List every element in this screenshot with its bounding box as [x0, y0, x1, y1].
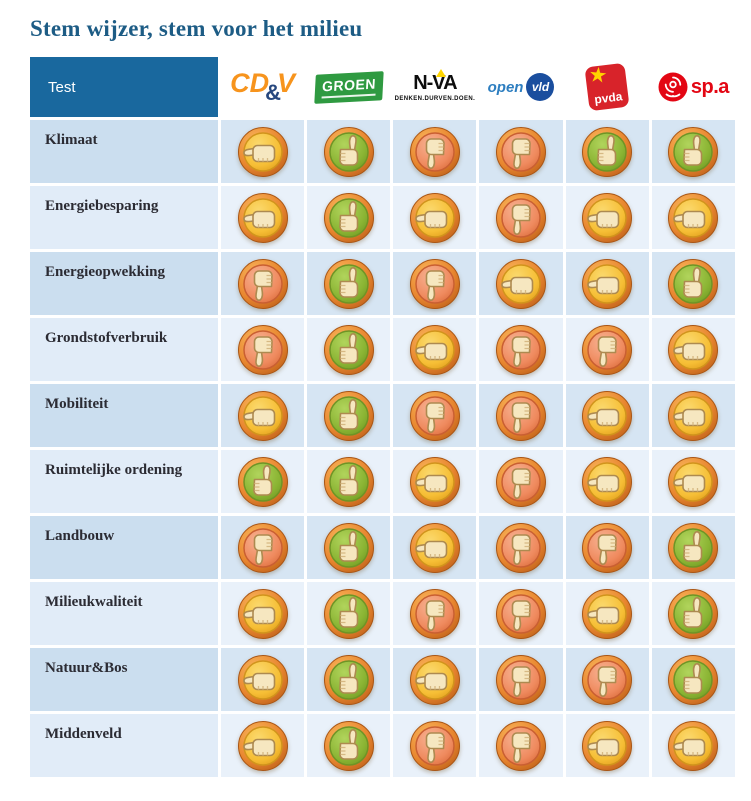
- rating-cell: [479, 582, 562, 645]
- topic-label: Klimaat: [45, 132, 98, 148]
- thumb-down-icon: [409, 126, 461, 178]
- nva-triangle-icon: [436, 69, 446, 77]
- rating-cell: [566, 318, 649, 381]
- nva-tagline: DENKEN.DURVEN.DOEN.: [394, 96, 476, 102]
- topic-label: Middenveld: [45, 726, 122, 742]
- thumb-down-icon: [237, 522, 289, 574]
- thumb-down-icon: [237, 324, 289, 376]
- topic-label-cell: [30, 582, 218, 645]
- thumb-side-icon: [581, 390, 633, 442]
- thumb-up-icon: [667, 588, 719, 640]
- thumb-side-icon: [237, 654, 289, 706]
- cdv-logo: [230, 70, 295, 104]
- thumb-up-icon: [581, 126, 633, 178]
- party-logo-nva[interactable]: [393, 57, 476, 117]
- rating-cell: [221, 648, 304, 711]
- thumb-up-icon: [323, 126, 375, 178]
- table-corner-test: [30, 57, 218, 117]
- thumb-down-icon: [495, 324, 547, 376]
- rating-cell: [479, 318, 562, 381]
- rating-cell: [221, 516, 304, 579]
- thumb-side-icon: [237, 390, 289, 442]
- rating-cell: [479, 648, 562, 711]
- thumb-up-icon: [237, 456, 289, 508]
- topic-label: Landbouw: [45, 528, 115, 544]
- topic-label-cell: [30, 648, 218, 711]
- rating-cell: [566, 120, 649, 183]
- thumb-down-icon: [581, 654, 633, 706]
- rating-cell: [307, 648, 390, 711]
- topic-label-cell: [30, 516, 218, 579]
- rating-cell: [652, 120, 735, 183]
- thumb-side-icon: [495, 258, 547, 310]
- rating-cell: [393, 318, 476, 381]
- rating-cell: [221, 450, 304, 513]
- rating-cell: [479, 450, 562, 513]
- rating-cell: [566, 252, 649, 315]
- rating-cell: [566, 450, 649, 513]
- thumb-down-icon: [495, 192, 547, 244]
- thumb-up-icon: [323, 324, 375, 376]
- rating-cell: [393, 384, 476, 447]
- thumb-side-icon: [237, 588, 289, 640]
- thumb-side-icon: [409, 522, 461, 574]
- thumb-down-icon: [495, 720, 547, 772]
- page-title: Stem wijzer, stem voor het milieu: [30, 16, 363, 41]
- rating-cell: [307, 120, 390, 183]
- nva-logo: [395, 72, 476, 102]
- cdv-logo-ampersand: &: [265, 80, 282, 105]
- thumb-side-icon: [237, 192, 289, 244]
- openvld-circle-icon: [526, 73, 554, 101]
- rating-cell: [479, 252, 562, 315]
- thumb-side-icon: [581, 192, 633, 244]
- spa-logo: [658, 72, 729, 102]
- thumb-up-icon: [323, 192, 375, 244]
- topic-label: Milieukwaliteit: [45, 594, 143, 610]
- topic-label-cell: [30, 450, 218, 513]
- thumb-side-icon: [581, 456, 633, 508]
- thumb-up-icon: [323, 654, 375, 706]
- pvda-star-icon: ★: [587, 63, 609, 88]
- thumb-side-icon: [237, 720, 289, 772]
- rating-cell: [566, 384, 649, 447]
- rating-cell: [393, 516, 476, 579]
- pvda-card-icon: [585, 63, 630, 112]
- rating-cell: [566, 516, 649, 579]
- rating-cell: [307, 516, 390, 579]
- thumb-down-icon: [409, 720, 461, 772]
- rating-cell: [393, 186, 476, 249]
- thumb-down-icon: [409, 588, 461, 640]
- thumb-up-icon: [323, 390, 375, 442]
- rating-cell: [393, 252, 476, 315]
- thumb-side-icon: [581, 258, 633, 310]
- rating-cell: [393, 450, 476, 513]
- rating-cell: [566, 648, 649, 711]
- party-logo-openvld[interactable]: [479, 57, 562, 117]
- rating-cell: [307, 714, 390, 777]
- topic-label: Natuur&Bos: [45, 660, 128, 676]
- thumb-up-icon: [323, 258, 375, 310]
- party-logo-cdv[interactable]: [221, 57, 304, 117]
- thumb-side-icon: [581, 720, 633, 772]
- spa-logo-label: sp.a: [690, 75, 729, 98]
- rating-cell: [479, 714, 562, 777]
- nva-logo-label: N-VA: [413, 72, 457, 94]
- rating-cell: [652, 318, 735, 381]
- openvld-logo-open: open: [487, 78, 524, 96]
- rating-cell: [307, 582, 390, 645]
- openvld-logo-vld: vld: [531, 80, 550, 94]
- thumb-side-icon: [581, 588, 633, 640]
- rating-cell: [652, 582, 735, 645]
- rating-cell: [307, 384, 390, 447]
- topic-label: Grondstofverbruik: [45, 330, 168, 346]
- thumb-down-icon: [495, 456, 547, 508]
- rating-cell: [393, 120, 476, 183]
- thumb-up-icon: [323, 522, 375, 574]
- topic-label: Mobiliteit: [45, 396, 109, 412]
- comparison-table: [30, 57, 735, 777]
- thumb-side-icon: [667, 456, 719, 508]
- rating-cell: [393, 582, 476, 645]
- thumb-up-icon: [667, 522, 719, 574]
- rating-cell: [221, 582, 304, 645]
- rating-cell: [652, 450, 735, 513]
- rating-cell: [479, 186, 562, 249]
- cdv-logo-cd: CD: [230, 68, 270, 98]
- rating-cell: [221, 186, 304, 249]
- party-logo-groen[interactable]: [307, 57, 390, 117]
- thumb-side-icon: [409, 456, 461, 508]
- rating-cell: [221, 120, 304, 183]
- thumb-side-icon: [409, 192, 461, 244]
- groen-flag-icon: [314, 71, 383, 104]
- rating-cell: [221, 252, 304, 315]
- topic-label: Energieopwekking: [45, 264, 166, 280]
- party-logo-spa[interactable]: [652, 57, 735, 117]
- rating-cell: [393, 714, 476, 777]
- thumb-down-icon: [495, 588, 547, 640]
- thumb-down-icon: [237, 258, 289, 310]
- topic-label-cell: [30, 186, 218, 249]
- thumb-side-icon: [409, 654, 461, 706]
- rating-cell: [479, 120, 562, 183]
- rating-cell: [479, 516, 562, 579]
- thumb-down-icon: [495, 126, 547, 178]
- rating-cell: [307, 186, 390, 249]
- corner-label: Test: [48, 78, 76, 96]
- rating-cell: [566, 582, 649, 645]
- rating-cell: [307, 252, 390, 315]
- thumb-up-icon: [667, 126, 719, 178]
- pvda-logo-label: pvda: [593, 89, 624, 107]
- openvld-logo: [488, 73, 555, 101]
- thumb-side-icon: [409, 324, 461, 376]
- groen-logo-label: GROEN: [321, 75, 377, 94]
- thumb-down-icon: [409, 390, 461, 442]
- rating-cell: [221, 714, 304, 777]
- thumb-side-icon: [667, 192, 719, 244]
- thumb-down-icon: [409, 258, 461, 310]
- thumb-down-icon: [495, 654, 547, 706]
- thumb-down-icon: [495, 390, 547, 442]
- rating-cell: [566, 714, 649, 777]
- rating-cell: [652, 648, 735, 711]
- thumb-side-icon: [667, 390, 719, 442]
- rating-cell: [307, 318, 390, 381]
- topic-label: Ruimtelijke ordening: [45, 462, 183, 478]
- rating-cell: [652, 516, 735, 579]
- topic-label-cell: [30, 318, 218, 381]
- rating-cell: [307, 450, 390, 513]
- rating-cell: [221, 318, 304, 381]
- topic-label-cell: [30, 120, 218, 183]
- party-logo-pvda[interactable]: [566, 57, 649, 117]
- thumb-side-icon: [237, 126, 289, 178]
- rating-cell: [221, 384, 304, 447]
- thumb-side-icon: [667, 720, 719, 772]
- thumb-up-icon: [323, 720, 375, 772]
- cdv-logo-v: V: [277, 68, 296, 98]
- thumb-down-icon: [495, 522, 547, 574]
- topic-label-cell: [30, 714, 218, 777]
- thumb-up-icon: [667, 258, 719, 310]
- spa-rose-icon: [658, 72, 688, 102]
- topic-label: Energiebesparing: [45, 198, 159, 214]
- topic-label-cell: [30, 384, 218, 447]
- thumb-side-icon: [667, 324, 719, 376]
- rating-cell: [652, 384, 735, 447]
- thumb-up-icon: [667, 654, 719, 706]
- rating-cell: [652, 252, 735, 315]
- rating-cell: [479, 384, 562, 447]
- thumb-up-icon: [323, 588, 375, 640]
- thumb-down-icon: [581, 522, 633, 574]
- rating-cell: [566, 186, 649, 249]
- rating-cell: [652, 186, 735, 249]
- topic-label-cell: [30, 252, 218, 315]
- rating-cell: [652, 714, 735, 777]
- thumb-up-icon: [323, 456, 375, 508]
- thumb-down-icon: [581, 324, 633, 376]
- rating-cell: [393, 648, 476, 711]
